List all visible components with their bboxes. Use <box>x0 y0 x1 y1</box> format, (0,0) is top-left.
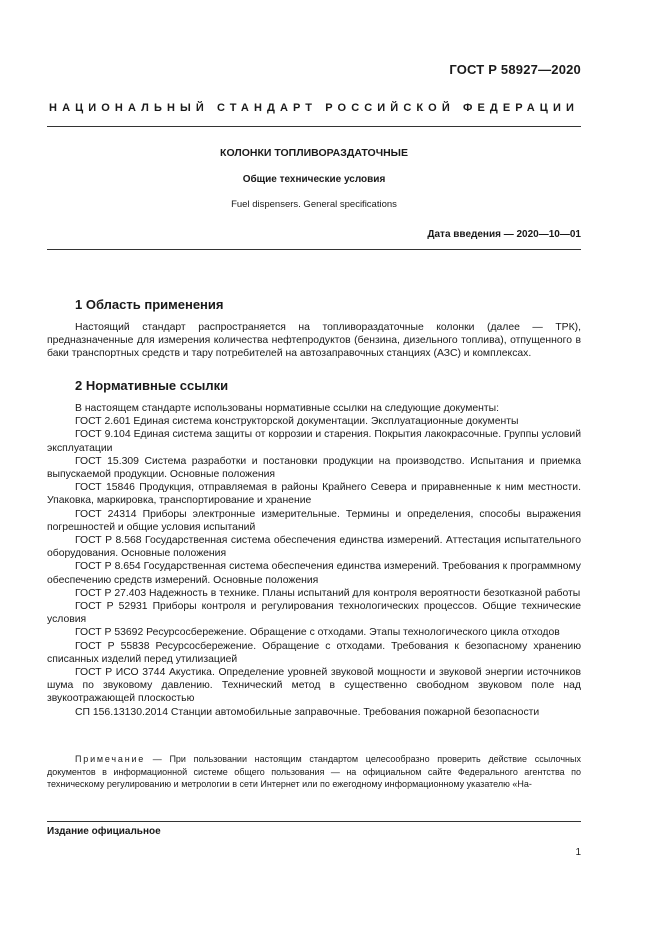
gost-number: ГОСТ Р 58927—2020 <box>449 62 581 77</box>
section-2-heading: 2 Нормативные ссылки <box>75 378 229 393</box>
note-paragraph <box>47 753 581 791</box>
reference-item: В настоящем стандарте использованы нормативные ссылки на следующие документы: <box>75 403 499 414</box>
english-title: Fuel dispensers. General specifications <box>231 199 397 210</box>
note-label: Примечание <box>75 754 146 764</box>
reference-item: ГОСТ Р 53692 Ресурсосбережение. Обращение с отходами. Этапы технологического цикла отходов <box>75 627 560 639</box>
reference-item: ГОСТ Р 8.654 Государственная система обеспечения единства измерений. Требования к программному обеспечению средств измерений. Основные положения <box>47 561 581 586</box>
section-1-body <box>47 321 581 361</box>
document-subtitle: Общие технические условия <box>242 174 386 185</box>
reference-item: ГОСТ Р 27.403 Надежность в технике. Планы испытаний для контроля вероятности безотказной работы <box>75 587 581 599</box>
reference-item: ГОСТ Р 52931 Приборы контроля и регулирования технологических процессов. Общие технические условия <box>47 601 581 626</box>
official-edition-label: Издание официальное <box>47 826 161 837</box>
reference-item: ГОСТ Р 8.568 Государственная система обеспечения единства измерений. Аттестация испытательного оборудования. Основные положения <box>47 535 581 560</box>
reference-item: ГОСТ Р ИСО 3744 Акустика. Определение уровней звуковой мощности и звуковой энергии источников шума по звуковому давлению. Технический метод в существенно свободном звуковом поле над звукоотражающей плоскостью <box>47 667 581 705</box>
reference-item: ГОСТ 2.601 Единая система конструкторской документации. Эксплуатационные документы <box>75 416 519 428</box>
reference-item: ГОСТ 15.309 Система разработки и постановки продукции на производство. Испытания и приемка выпускаемой продукции. Основные положения <box>47 455 581 481</box>
scope-paragraph: Настоящий стандарт распространяется на топливораздаточные колонки (далее — ТРК), предназначенные для измерения количества нефтепродуктов (бензина, дизельного топлива), отпущенного в баки транспортных средств и тару потребителей на автозаправочных станциях (АЗС) и комплексах. <box>47 322 581 360</box>
header-divider <box>47 126 581 127</box>
introduction-date: Дата введения — 2020—10—01 <box>427 229 581 240</box>
title-divider <box>47 249 581 250</box>
footer-divider <box>47 821 581 822</box>
reference-item: ГОСТ 24314 Приборы электронные измерительные. Термины и определения, способы выражения погрешностей и общие условия испытаний <box>47 508 581 533</box>
reference-item: ГОСТ 9.104 Единая система защиты от коррозии и старения. Покрытия лакокрасочные. Группы условий эксплуатации <box>47 429 581 454</box>
document-title: КОЛОНКИ ТОПЛИВОРАЗДАТОЧНЫЕ <box>220 147 408 159</box>
national-standard-title: НАЦИОНАЛЬНЫЙ СТАНДАРТ РОССИЙСКОЙ ФЕДЕРАЦИИ <box>49 102 579 114</box>
page-number: 1 <box>575 847 581 858</box>
reference-item: ГОСТ Р 55838 Ресурсосбережение. Обращение с отходами. Требования к безопасному хранению списанных изделий перед утилизацией <box>47 640 581 665</box>
reference-item: ГОСТ 15846 Продукция, отправляемая в районы Крайнего Севера и приравненные к ним местности. Упаковка, маркировка, транспортирование и хранение <box>47 482 581 507</box>
section-1-heading: 1 Область применения <box>75 297 224 312</box>
note-text: — При пользовании настоящим стандартом целесообразно проверить действие ссылочных документов в информационной системе общего пользования — на официальном сайте Федерального агентства по техническому регулированию и метрологии в сети Интернет или по ежегодному информационному указателю «На- <box>47 754 581 789</box>
references-list <box>47 402 581 719</box>
reference-item: СП 156.13130.2014 Станции автомобильные заправочные. Требования пожарной безопасности <box>75 706 540 718</box>
